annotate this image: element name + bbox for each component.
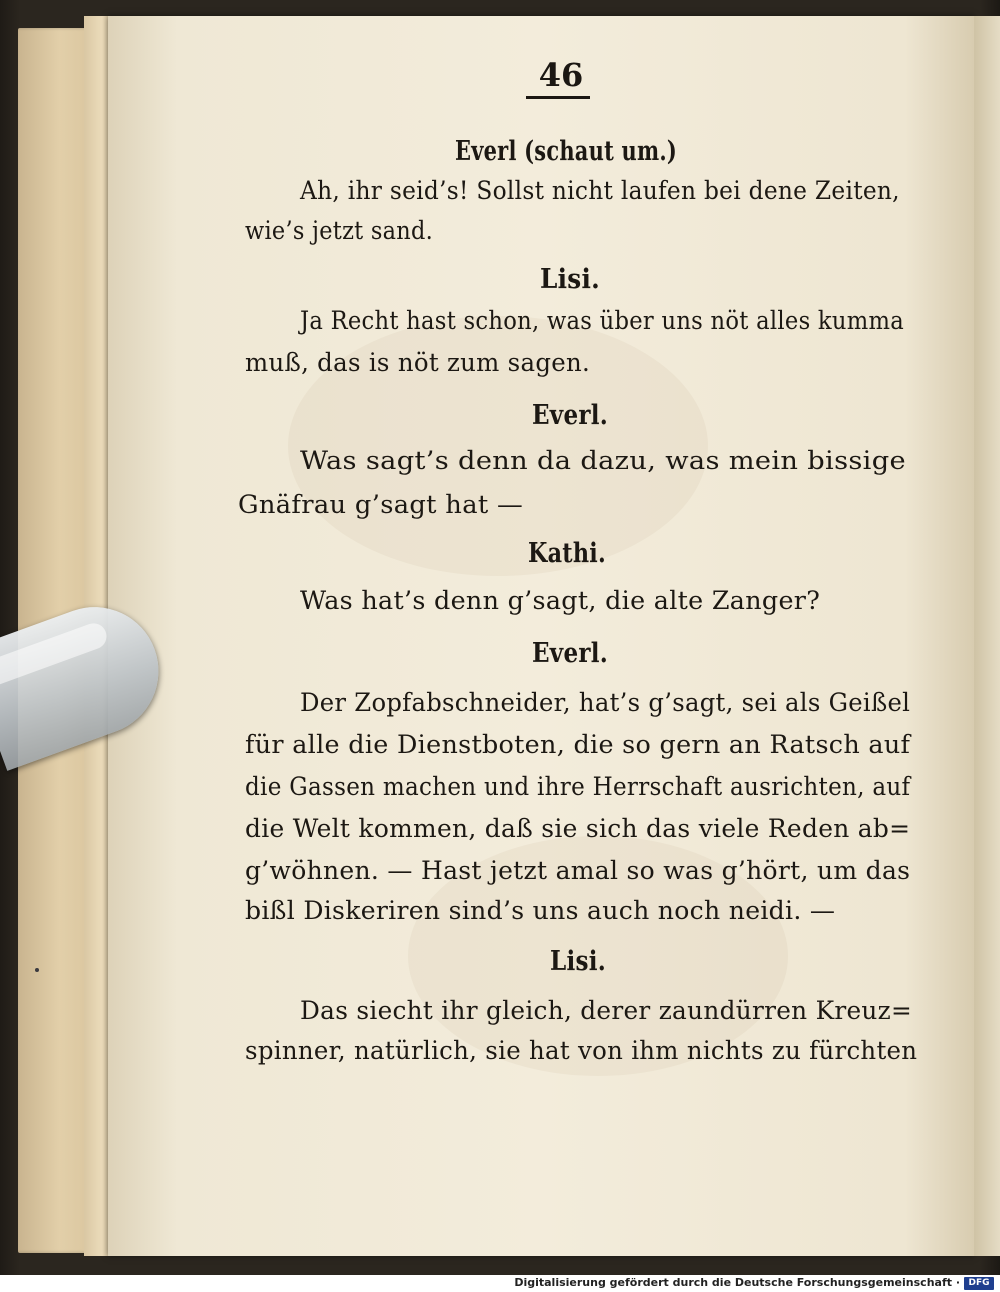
text-line: Gnäfrau g’sagt hat — [238, 490, 524, 520]
footer-credit: Digitalisierung gefördert durch die Deutsche Forschungsgemeinschaft · [514, 1276, 960, 1289]
margin-dot [35, 968, 39, 972]
text-line: Der Zopfabschneider, hat’s g’sagt, sei als Geißel [300, 688, 911, 718]
text-line: die Welt kommen, daß sie sich das viele Reden ab= [245, 814, 911, 844]
text-line: bißl Diskeriren sind’s uns auch noch neidi. — [245, 896, 836, 926]
page-number-rule [526, 96, 590, 99]
speaker-name: Everl (schaut um.) [455, 136, 678, 167]
text-line: spinner, natürlich, sie hat von ihm nichts zu fürchten [245, 1036, 918, 1066]
text-line: die Gassen machen und ihre Herrschaft ausrichten, auf [245, 772, 911, 802]
text-line: Das siecht ihr gleich, derer zaundürren Kreuz= [300, 996, 913, 1026]
text-line: muß, das is nöt zum sagen. [245, 348, 591, 378]
footer-bar [0, 1275, 1000, 1292]
right-page-edge [974, 16, 1000, 1256]
text-line: Was hat’s denn g’sagt, die alte Zanger? [300, 586, 821, 616]
speaker-name: Everl. [532, 400, 609, 431]
speaker-name: Lisi. [540, 264, 601, 295]
text-line: für alle die Dienstboten, die so gern an Ratsch auf [245, 730, 911, 760]
speaker-name: Kathi. [528, 538, 606, 569]
text-line: Was sagt’s denn da dazu, was mein bissige [300, 446, 906, 476]
page-number: 46 [538, 56, 584, 94]
dfg-logo: DFG [964, 1277, 994, 1290]
text-line: Ah, ihr seid’s! Sollst nicht laufen bei dene Zeiten, [300, 176, 900, 206]
text-line: g’wöhnen. — Hast jetzt amal so was g’hört, um das [245, 856, 911, 886]
speaker-name: Everl. [532, 638, 609, 669]
text-line: wie’s jetzt sand. [245, 216, 434, 246]
text-line: Ja Recht hast schon, was über uns nöt alles kumma [300, 306, 905, 336]
speaker-name: Lisi. [550, 946, 607, 977]
